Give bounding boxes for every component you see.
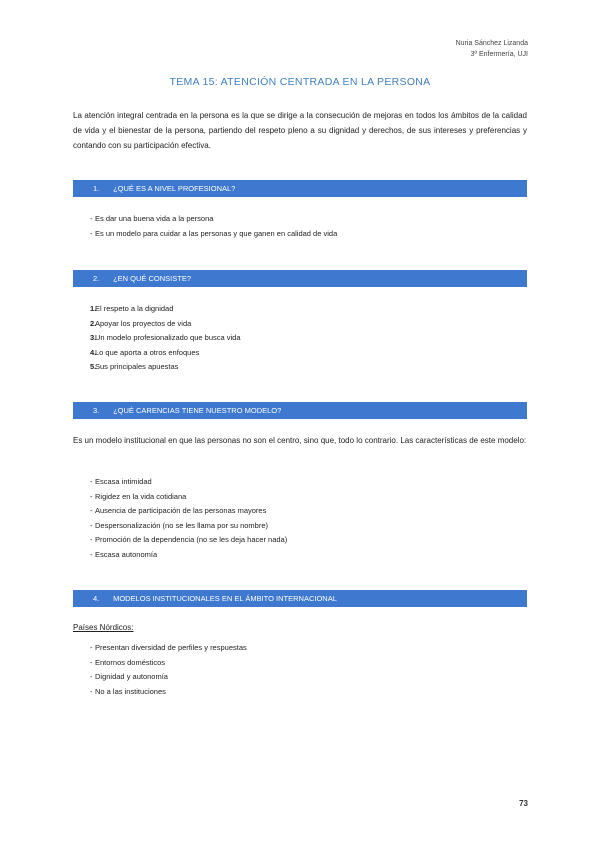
list-item: - Escasa autonomía bbox=[73, 548, 527, 563]
section-number: 1. bbox=[93, 184, 100, 193]
section3-list bbox=[73, 475, 527, 562]
section4-list bbox=[73, 641, 527, 699]
list-item: - No a las instituciones bbox=[73, 685, 527, 700]
list-item: - Dignidad y autonomía bbox=[73, 670, 527, 685]
item-number: 4. bbox=[90, 347, 97, 357]
page-title: TEMA 15: ATENCIÓN CENTRADA EN LA PERSONA bbox=[169, 76, 431, 88]
section-number: 3. bbox=[93, 406, 100, 415]
author-name: Nuria Sánchez Lizanda bbox=[455, 40, 528, 47]
item-number: 1. bbox=[90, 304, 97, 313]
list-item bbox=[73, 346, 527, 361]
list-item: - Es un modelo para cuidar a las personas y que ganen en calidad de vida bbox=[73, 227, 527, 242]
intro-paragraph: La atención integral centrada en la persona es la que se dirige a la consecución de mejoras en todos los ámbitos de la calidad de vida y el bienestar de la persona, partiendo del respeto pleno a su dignidad y derechos, de sus intereses y preferencias y contando con su participación efectiva. bbox=[73, 111, 527, 150]
section-heading-3 bbox=[73, 402, 527, 419]
list-item: - Presentan diversidad de perfiles y respuestas bbox=[73, 641, 527, 656]
section-number: 2. bbox=[93, 274, 100, 283]
section1-list bbox=[73, 212, 527, 241]
list-item: - Rigidez en la vida cotidiana bbox=[73, 490, 527, 505]
section-title: ¿QUÉ ES A NIVEL PROFESIONAL? bbox=[113, 184, 236, 193]
section-title: ¿QUÉ CARENCIAS TIENE NUESTRO MODELO? bbox=[113, 406, 282, 415]
list-item: - Ausencia de participación de las personas mayores bbox=[73, 504, 527, 519]
document-header bbox=[456, 38, 528, 60]
page-number: 73 bbox=[519, 799, 528, 808]
list-item: - Despersonalización (no se les llama por su nombre) bbox=[73, 519, 527, 534]
list-item: - Es dar una buena vida a la persona bbox=[73, 212, 527, 227]
list-item: - Promoción de la dependencia (no se les deja hacer nada) bbox=[73, 533, 527, 548]
item-text: El respeto a la dignidad bbox=[95, 304, 174, 313]
list-item bbox=[73, 317, 527, 332]
section-title: ¿EN QUÉ CONSISTE? bbox=[113, 274, 192, 283]
section-number: 4. bbox=[93, 594, 100, 603]
subheading-nordic-countries: Países Nórdicos: bbox=[73, 623, 134, 632]
section-heading-4 bbox=[73, 590, 527, 607]
section-heading-1 bbox=[73, 180, 527, 197]
section3-paragraph: Es un modelo institucional en que las personas no son el centro, sino que, todo lo contrario. Las características de este modelo: bbox=[73, 436, 527, 445]
list-item bbox=[73, 331, 527, 346]
item-number: 5. bbox=[90, 362, 97, 371]
item-text: Apoyar los proyectos de vida bbox=[95, 318, 192, 328]
section-heading-2 bbox=[73, 270, 527, 287]
list-item: - Entornos domésticos bbox=[73, 656, 527, 671]
section2-list bbox=[73, 302, 527, 375]
item-text: Un modelo profesionalizado que busca vida bbox=[95, 333, 241, 342]
item-number: 3. bbox=[90, 333, 97, 342]
item-text: Sus principales apuestas bbox=[95, 362, 179, 371]
section-title: MODELOS INSTITUCIONALES EN EL ÁMBITO INTERNACIONAL bbox=[113, 594, 337, 603]
item-number: 2. bbox=[90, 318, 97, 328]
item-text: Lo que aporta a otros enfoques bbox=[95, 347, 200, 357]
list-item: - Escasa intimidad bbox=[73, 475, 527, 490]
list-item bbox=[73, 360, 527, 375]
course-label: 3º Enfermería, UJI bbox=[470, 51, 528, 58]
list-item bbox=[73, 302, 527, 317]
